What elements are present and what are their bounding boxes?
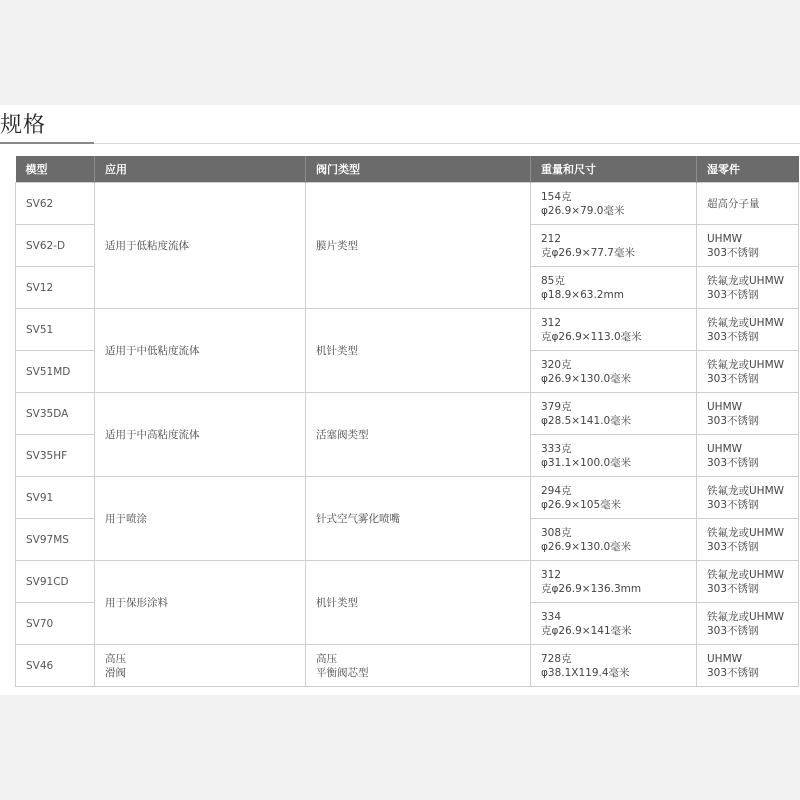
weight-text: 308克 <box>541 526 572 539</box>
size-text: φ26.9×79.0毫米 <box>541 204 625 217</box>
wetted-parts-cell <box>697 435 799 477</box>
wetted-parts-cell <box>697 519 799 561</box>
size-text: 克φ26.9×77.7毫米 <box>541 246 635 259</box>
weight-size-cell <box>531 351 697 393</box>
weight-text: 379克 <box>541 400 572 413</box>
wetted-parts-cell <box>697 603 799 645</box>
application-line-1: 高压 <box>105 652 126 665</box>
model-cell: SV51 <box>16 309 95 351</box>
size-text: φ26.9×130.0毫米 <box>541 372 632 385</box>
valve-type-cell <box>306 645 531 687</box>
wetted-parts-cell <box>697 225 799 267</box>
model-cell: SV62-D <box>16 225 95 267</box>
wetted-line-2: 303不锈钢 <box>707 372 759 385</box>
table-row <box>16 561 799 603</box>
valve-type-cell: 活塞阀类型 <box>306 393 531 477</box>
wetted-parts-cell <box>697 309 799 351</box>
weight-text: 334 <box>541 610 562 623</box>
table-row <box>16 393 799 435</box>
header-model: 模型 <box>16 156 95 183</box>
weight-size-cell <box>531 561 697 603</box>
valve-type-cell: 膜片类型 <box>306 183 531 309</box>
size-text: 克φ26.9×141毫米 <box>541 624 632 637</box>
valve-type-line-2: 平衡阀芯型 <box>316 666 369 679</box>
header-wetted-parts: 湿零件 <box>697 156 799 183</box>
wetted-line-2: 303不锈钢 <box>707 498 759 511</box>
weight-size-cell <box>531 267 697 309</box>
wetted-line-1: UHMW <box>707 442 743 455</box>
wetted-line-1: 铁氟龙或UHMW <box>707 568 785 581</box>
wetted-line-2: 303不锈钢 <box>707 582 759 595</box>
weight-size-cell <box>531 645 697 687</box>
page-title: 规格 <box>0 113 47 138</box>
header-row <box>16 156 799 183</box>
model-cell: SV70 <box>16 603 95 645</box>
header-application: 应用 <box>95 156 306 183</box>
model-cell: SV62 <box>16 183 95 225</box>
wetted-line-1: 铁氟龙或UHMW <box>707 316 785 329</box>
valve-type-line-1: 高压 <box>316 652 337 665</box>
weight-text: 85克 <box>541 274 565 287</box>
size-text: φ28.5×141.0毫米 <box>541 414 632 427</box>
header-valve-type: 阀门类型 <box>306 156 531 183</box>
size-text: 克φ26.9×113.0毫米 <box>541 330 642 343</box>
wetted-line-1: UHMW <box>707 652 743 665</box>
size-text: φ26.9×130.0毫米 <box>541 540 632 553</box>
model-cell: SV91CD <box>16 561 95 603</box>
weight-text: 728克 <box>541 652 572 665</box>
wetted-line-2: 303不锈钢 <box>707 414 759 427</box>
weight-size-cell <box>531 393 697 435</box>
weight-size-cell <box>531 183 697 225</box>
model-cell: SV35DA <box>16 393 95 435</box>
valve-type-cell: 针式空气雾化喷嘴 <box>306 477 531 561</box>
weight-text: 154克 <box>541 190 572 203</box>
table-body <box>16 183 799 687</box>
application-cell: 适用于中高粘度流体 <box>95 393 306 477</box>
weight-text: 312 <box>541 316 562 329</box>
wetted-parts-cell <box>697 183 799 225</box>
wetted-line-1: 铁氟龙或UHMW <box>707 526 785 539</box>
weight-text: 294克 <box>541 484 572 497</box>
wetted-parts-cell <box>697 393 799 435</box>
size-text: 克φ26.9×136.3mm <box>541 582 642 595</box>
wetted-parts-cell <box>697 267 799 309</box>
model-cell: SV51MD <box>16 351 95 393</box>
application-cell: 用于喷涂 <box>95 477 306 561</box>
weight-size-cell <box>531 309 697 351</box>
model-cell: SV12 <box>16 267 95 309</box>
wetted-parts-cell <box>697 561 799 603</box>
valve-type-cell: 机针类型 <box>306 561 531 645</box>
wetted-line-2: 303不锈钢 <box>707 246 759 259</box>
title-accent-bar <box>0 142 94 144</box>
wetted-line-1: 铁氟龙或UHMW <box>707 484 785 497</box>
model-cell: SV46 <box>16 645 95 687</box>
model-cell: SV97MS <box>16 519 95 561</box>
wetted-line-1: UHMW <box>707 232 743 245</box>
wetted-parts-cell <box>697 351 799 393</box>
table-header <box>16 156 799 183</box>
specifications-table <box>15 156 799 687</box>
weight-size-cell <box>531 435 697 477</box>
wetted-line-2: 303不锈钢 <box>707 288 759 301</box>
wetted-line-2: 303不锈钢 <box>707 666 759 679</box>
wetted-line-2: 303不锈钢 <box>707 330 759 343</box>
weight-size-cell <box>531 519 697 561</box>
valve-type-cell: 机针类型 <box>306 309 531 393</box>
table-row <box>16 183 799 225</box>
model-cell: SV35HF <box>16 435 95 477</box>
header-weight-size: 重量和尺寸 <box>531 156 697 183</box>
specifications-panel <box>0 105 800 695</box>
wetted-line-1: UHMW <box>707 400 743 413</box>
wetted-parts-cell <box>697 645 799 687</box>
wetted-line-1: 铁氟龙或UHMW <box>707 610 785 623</box>
title-divider <box>0 143 800 144</box>
table-row <box>16 645 799 687</box>
size-text: φ38.1X119.4毫米 <box>541 666 630 679</box>
wetted-line-1: 超高分子量 <box>707 197 760 210</box>
model-cell: SV91 <box>16 477 95 519</box>
wetted-line-1: 铁氟龙或UHMW <box>707 274 785 287</box>
weight-text: 320克 <box>541 358 572 371</box>
application-line-2: 滑阀 <box>105 666 126 679</box>
wetted-line-2: 303不锈钢 <box>707 624 759 637</box>
size-text: φ18.9×63.2mm <box>541 288 624 301</box>
weight-size-cell <box>531 225 697 267</box>
wetted-line-2: 303不锈钢 <box>707 456 759 469</box>
weight-size-cell <box>531 603 697 645</box>
application-cell: 适用于低粘度流体 <box>95 183 306 309</box>
application-cell: 用于保形涂料 <box>95 561 306 645</box>
size-text: φ26.9×105毫米 <box>541 498 622 511</box>
wetted-line-1: 铁氟龙或UHMW <box>707 358 785 371</box>
table-row <box>16 477 799 519</box>
weight-size-cell <box>531 477 697 519</box>
weight-text: 212 <box>541 232 562 245</box>
size-text: φ31.1×100.0毫米 <box>541 456 632 469</box>
table-row <box>16 309 799 351</box>
wetted-parts-cell <box>697 477 799 519</box>
weight-text: 333克 <box>541 442 572 455</box>
application-cell: 适用于中低粘度流体 <box>95 309 306 393</box>
weight-text: 312 <box>541 568 562 581</box>
wetted-line-2: 303不锈钢 <box>707 540 759 553</box>
application-cell <box>95 645 306 687</box>
